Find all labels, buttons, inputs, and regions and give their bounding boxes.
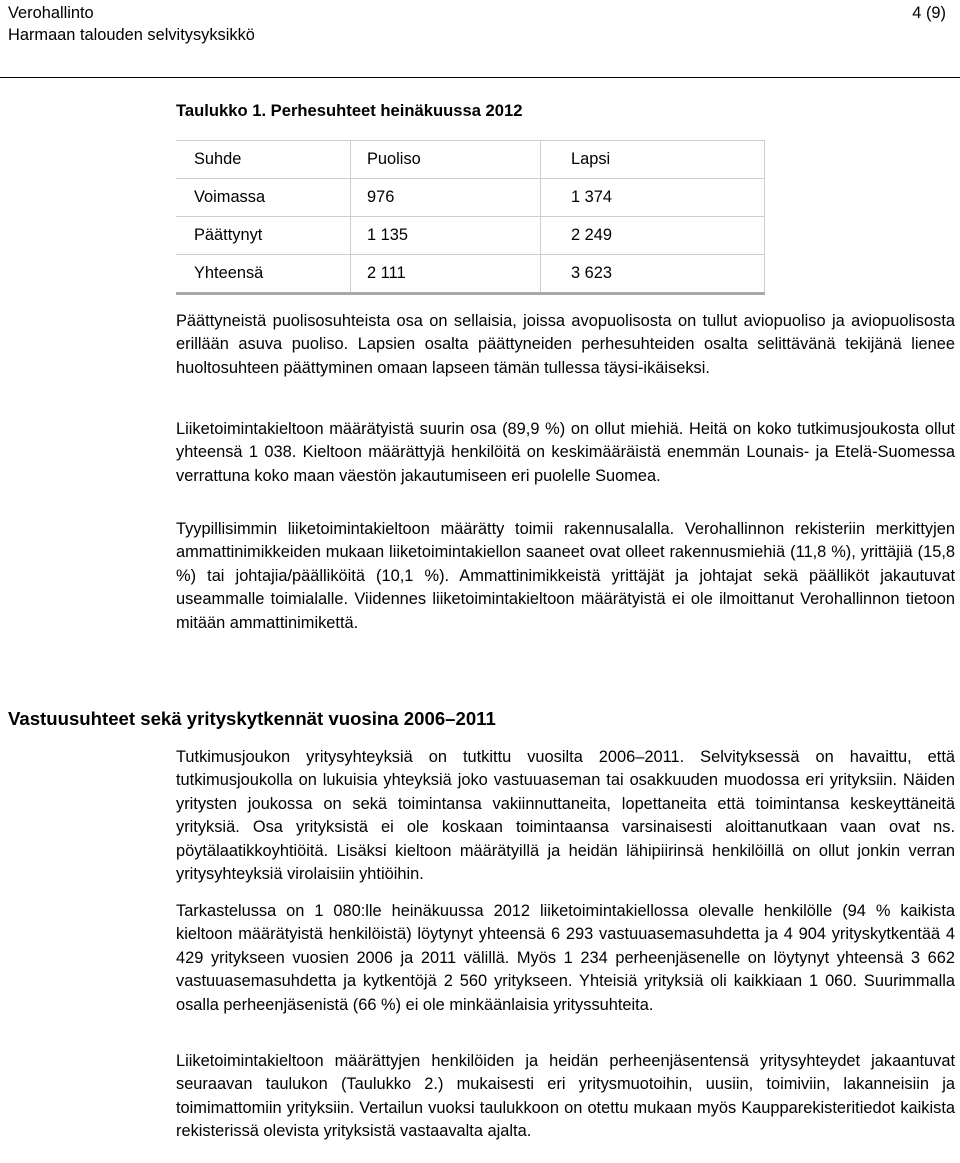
organization-name: Verohallinto <box>8 4 94 22</box>
table-cell: Yhteensä <box>176 255 351 294</box>
table-cell: 2 249 <box>541 217 765 255</box>
table-row-total <box>176 255 765 294</box>
table-cell: Päättynyt <box>176 217 351 255</box>
table-cell: 1 135 <box>351 217 541 255</box>
paragraph: Tarkastelussa on 1 080:lle heinäkuussa 2012 liiketoimintakiellossa olevalle henkilölle (94 % kaikista kieltoon määrätyistä henkilöistä) löytynyt yhteensä 6 293 vastuuasemasuhdetta ja 4 904 yrityskytkentää 4 429 yritykseen vuosien 2006 ja 2011 välillä. Myös 1 234 perheenjäsenelle on löytynyt yhteensä 3 662 vastuuasemasuhdetta ja kytkentöjä 2 560 yritykseen. Yhteisiä yrityksiä oli kaikkiaan 1 060. Suurimmalla osalla perheenjäsenistä (66 %) ei ole minkäänlaisia yrityssuhteita. <box>176 902 955 1014</box>
paragraph: Tyypillisimmin liiketoimintakieltoon määrätty toimii rakennusalalla. Verohallinnon rekisteriin merkittyjen ammattinimikkeiden mukaan liiketoimintakiellon saaneet ovat olleet rakennusmiehiä (11,8 %), yrittäjiä (15,8 %) tai johtajia/päälliköitä (10,1 %). Ammattinimikkeistä yrittäjät ja johtajat sekä päälliköt jakautuvat useammalle toimialalle. Viidennes liiketoimintakieltoon määrätyistä ei ole ilmoittanut Verohallinnon tietoon mitään ammattinimikettä. <box>176 520 955 632</box>
document-header <box>8 2 255 46</box>
table-row <box>176 179 765 217</box>
unit-name: Harmaan talouden selvitysyksikkö <box>8 26 255 44</box>
table-cell: Voimassa <box>176 179 351 217</box>
table-cell: 2 111 <box>351 255 541 294</box>
family-relations-table <box>176 140 765 295</box>
header-rule <box>0 77 960 78</box>
paragraph: Päättyneistä puolisosuhteista osa on sellaisia, joissa avopuolisosta on tullut aviopuoliso ja aviopuolisosta erillään asuva puoliso. Lapsien osalta päättyneiden perhesuhteiden osalta selittävänä tekijänä lienee huoltosuhteen päättyminen omaan lapseen tämän tullessa täysi-ikäiseksi. <box>176 312 955 377</box>
table-caption: Taulukko 1. Perhesuhteet heinäkuussa 2012 <box>176 101 523 120</box>
paragraph: Tutkimusjoukon yritysyhteyksiä on tutkittu vuosilta 2006–2011. Selvityksessä on havaittu, että tutkimusjoukolla on lukuisia yhteyksiä joko vastuuaseman tai osakkuuden muodossa eri yrityksiin. Näiden yritysten joukossa on sekä toimintansa vakiinnuttaneita, lopettaneita että toimintansa keskeyttäneitä yrityksiä. Osa yrityksistä ei ole koskaan toimintaansa varsinaisesti aloittanutkaan vaan ovat ns. pöytälaatikkoyhtiöitä. Lisäksi kieltoon määrätyillä ja heidän lähipiirinsä henkilöillä on ollut jonkin verran yritysyhteyksiä virolaisiin yhtiöihin. <box>176 748 955 884</box>
table-header-cell: Suhde <box>176 141 351 179</box>
section-heading: Vastuusuhteet sekä yrityskytkennät vuosina 2006–2011 <box>8 708 496 729</box>
paragraph: Liiketoimintakieltoon määrätyistä suurin osa (89,9 %) on ollut miehiä. Heitä on koko tutkimusjoukosta ollut yhteensä 1 038. Kieltoon määrättyjä henkilöitä on keskimääräistä enemmän Lounais- ja Etelä-Suomessa verrattuna koko maan väestön jakautumiseen eri puolelle Suomea. <box>176 420 955 485</box>
table-header-cell: Puoliso <box>351 141 541 179</box>
table-row <box>176 217 765 255</box>
paragraph: Liiketoimintakieltoon määrättyjen henkilöiden ja heidän perheenjäsentensä yritysyhteydet jakaantuvat seuraavan taulukon (Taulukko 2.) mukaisesti eri yritysmuotoihin, uusiin, toimiviin, lakanneisiin ja toimimattomiin yrityksiin. Vertailun vuoksi taulukkoon on otettu mukaan myös Kaupparekisteritiedot kaikista rekisterissä olevista yrityksistä vastaavalta ajalta. <box>176 1052 955 1141</box>
table-header-row <box>176 141 765 179</box>
table-cell: 3 623 <box>541 255 765 294</box>
table-cell: 976 <box>351 179 541 217</box>
page-number: 4 (9) <box>912 4 946 22</box>
table-cell: 1 374 <box>541 179 765 217</box>
table-header-cell: Lapsi <box>541 141 765 179</box>
